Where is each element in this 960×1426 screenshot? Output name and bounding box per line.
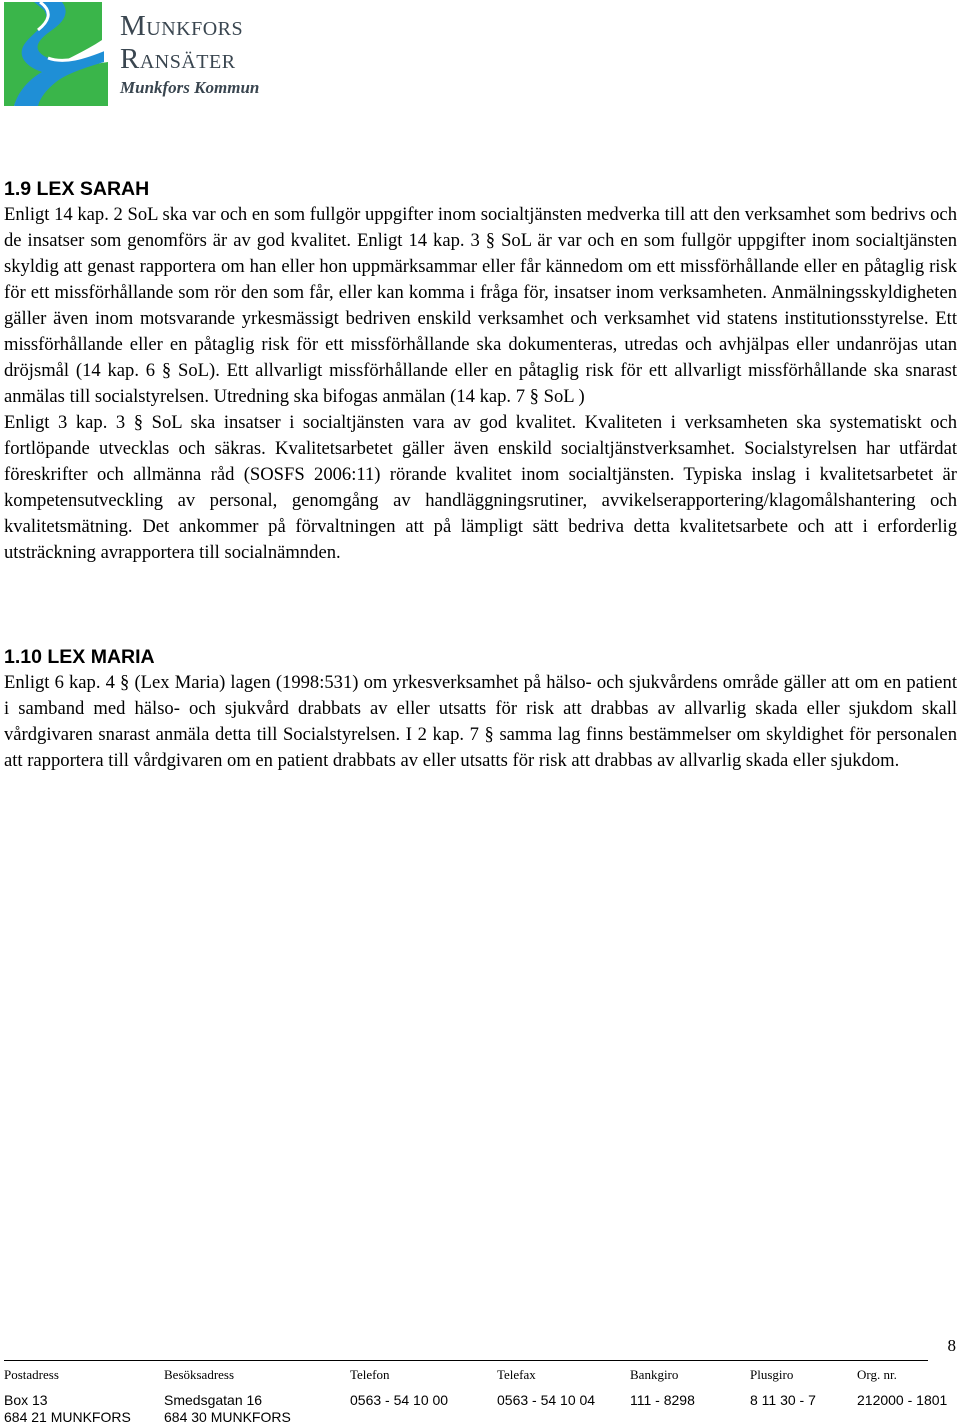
footer-plusgiro: 8 11 30 - 7 xyxy=(750,1392,816,1408)
paragraph: Enligt 3 kap. 3 § SoL ska insatser i socialtjänsten vara av god kvalitet. Kvaliteten i verksamheten ska systematiskt och fortlöpande utvecklas och säkras. Kvalitetsarbetet gäller även enskild socialtjänstverksamhet. Socialstyrelsen har utfärdat föreskrifter och allmänna råd (SOSFS 2006:11) rörande kvalitet inom socialtjänsten. Typiska inslag i kvalitetsarbetet är kompetensutveckling av personal, genomgång av handläggningsrutiner, avvikelserapportering/klagomålshantering och kvalitetsmätning. Det ankommer på förvaltningen att på lämpligt sätt bedriva detta kvalitetsarbete och att i erforderlig utsträckning avrapportera till socialnämnden. xyxy=(4,412,957,563)
footer-head-besoksadress: Besöksadress xyxy=(164,1367,235,1382)
footer-telefon: 0563 - 54 10 00 xyxy=(350,1392,449,1408)
section-title: 1.9 LEX SARAH xyxy=(4,178,150,200)
footer-besoksadress-line1: Smedsgatan 16 xyxy=(164,1392,263,1408)
logo-line-ransater: Ransäter xyxy=(120,43,236,75)
logo-line-kommun: Munkfors Kommun xyxy=(120,78,260,97)
paragraph: Enligt 14 kap. 2 SoL ska var och en som fullgör uppgifter inom socialtjänsten medverka till att den verksamhet som bedrivs och de insatser som genomförs är av god kvalitet. Enligt 14 kap. 3 § SoL är var och en som fullgör uppgifter inom socialtjänsten skyldig att genast rapportera om han eller hon uppmärksammar eller får kännedom om ett missförhållande eller en påtaglig risk för ett missförhållande som rör den som får, eller kan komma i fråga för, insatser inom verksamheten. Anmälningsskyldigheten gäller även inom motsvarande yrkesmässigt bedriven enskild verksamhet och verksamhet vid statens institutionsstyrelse. Ett missförhållande eller en påtaglig risk för ett missförhållande ska dokumenteras, utredas och avhjälpas eller undanröjas utan dröjsmål (14 kap. 6 § SoL). Ett allvarligt missförhållande eller en påtaglig risk för ett allvarligt missförhållande ska snarast anmälas till socialstyrelsen. Utredning ska bifogas anmälan (14 kap. 7 § SoL ) xyxy=(4,204,957,407)
section-lex-sarah xyxy=(4,176,957,566)
footer-postadress xyxy=(4,1392,131,1426)
document-body xyxy=(4,176,957,774)
section-lex-maria xyxy=(4,644,957,774)
section-title: 1.10 LEX MARIA xyxy=(4,646,155,668)
footer-head-plusgiro: Plusgiro xyxy=(750,1367,794,1382)
footer-head-telefax: Telefax xyxy=(497,1367,536,1382)
footer-head-bankgiro: Bankgiro xyxy=(630,1367,679,1382)
footer-postadress-line1: Box 13 xyxy=(4,1392,48,1408)
logo-wordmark xyxy=(120,12,259,96)
footer-head-orgnr: Org. nr. xyxy=(857,1367,897,1382)
footer-orgnr: 212000 - 1801 xyxy=(857,1392,948,1408)
footer-head-telefon: Telefon xyxy=(350,1367,390,1382)
footer-divider xyxy=(4,1360,928,1361)
page-number: 8 xyxy=(947,1336,956,1355)
paragraph: Enligt 6 kap. 4 § (Lex Maria) lagen (1998:531) om yrkesverksamhet på hälso- och sjukvårdens område gäller att om en patient i samband med hälso- och sjukvård drabbats av eller utsatts för risk att drabbas av allvarlig skada eller sjukdom skall vårdgivaren snarast anmäla detta till Socialstyrelsen. I 2 kap. 7 § samma lag finns bestämmelser om skyldighet för personalen att rapportera till vårdgivaren om en patient drabbats av eller utsatts för risk att drabbas av allvarlig skada eller sjukdom. xyxy=(4,672,957,771)
footer-postadress-line2: 684 21 MUNKFORS xyxy=(4,1409,131,1425)
munkfors-ransater-logo xyxy=(4,2,276,108)
footer-besoksadress-line2: 684 30 MUNKFORS xyxy=(164,1409,291,1425)
footer-head-postadress: Postadress xyxy=(4,1367,59,1382)
logo-line-munkfors: Munkfors xyxy=(120,10,244,42)
footer-besoksadress xyxy=(164,1392,291,1426)
logo-emblem-icon xyxy=(4,2,114,108)
footer-telefax: 0563 - 54 10 04 xyxy=(497,1392,596,1408)
footer-bankgiro: 111 - 8298 xyxy=(630,1392,695,1408)
